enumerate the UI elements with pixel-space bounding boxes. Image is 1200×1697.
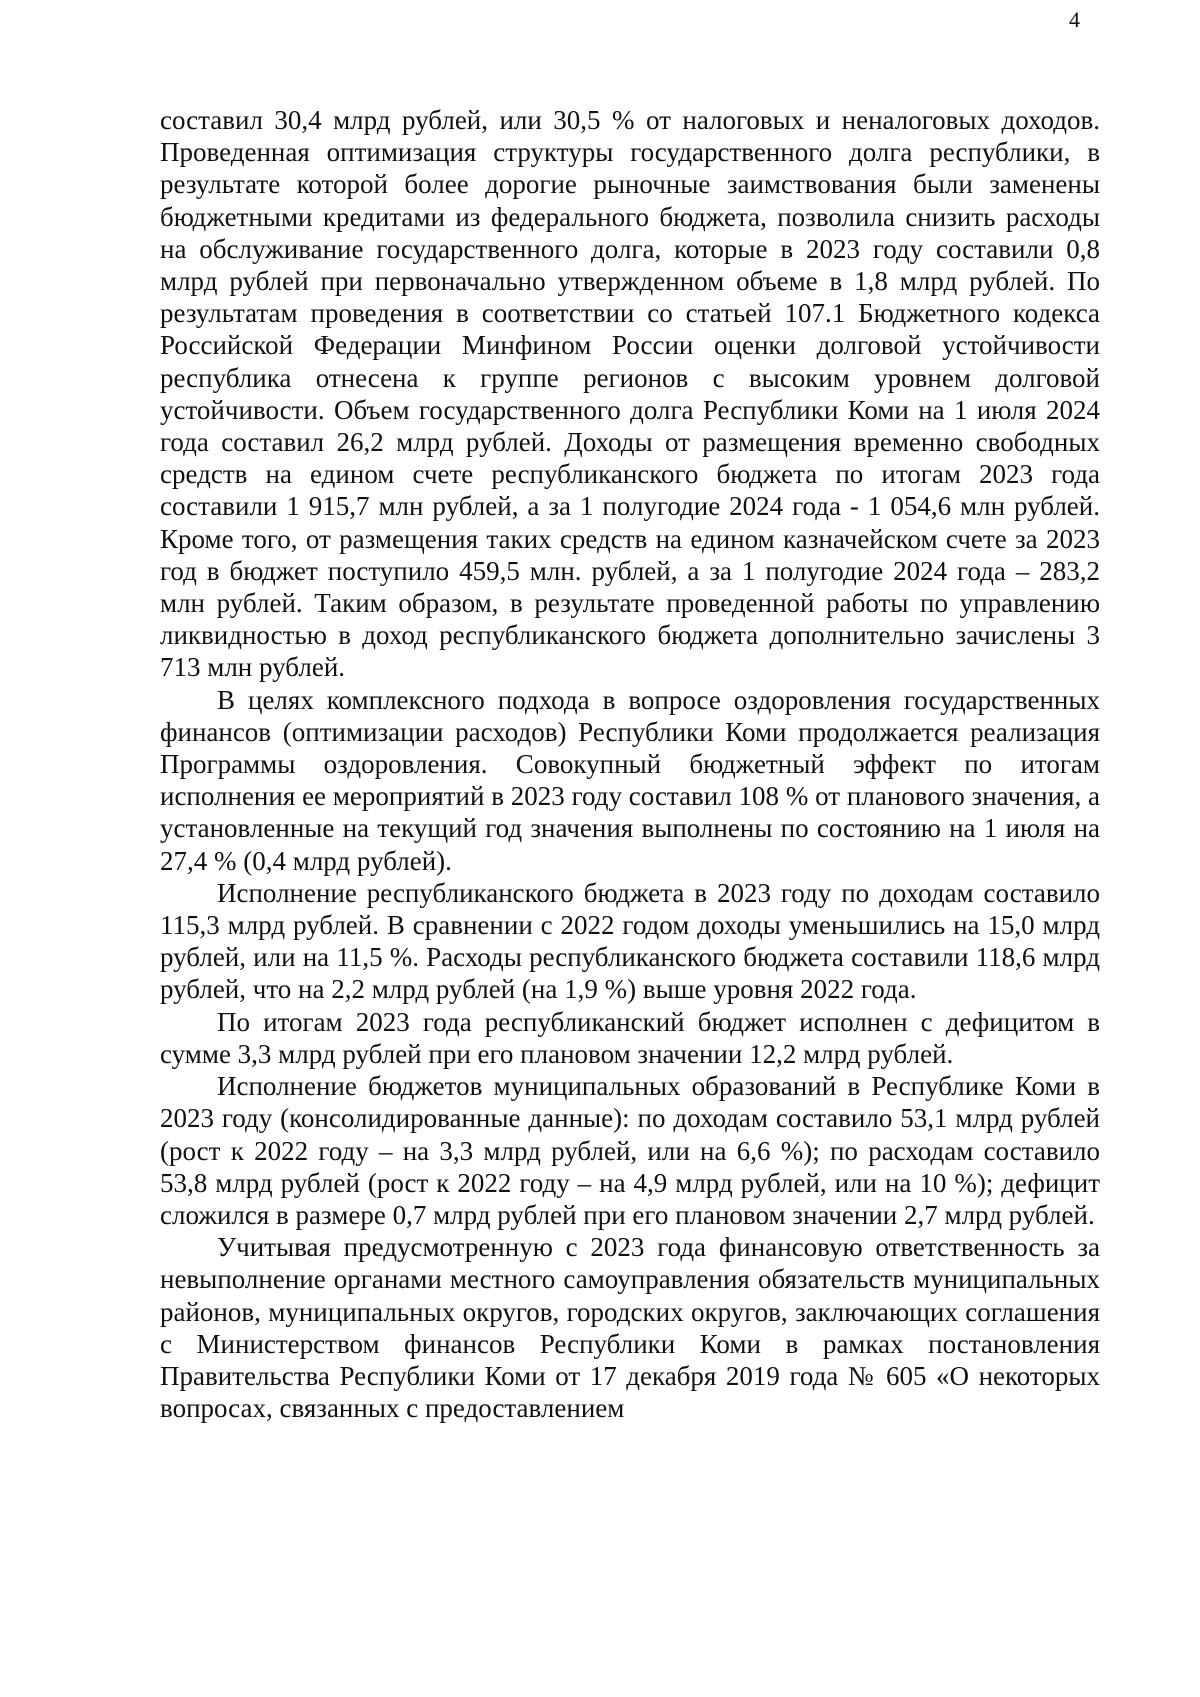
document-body [160,104,1100,1424]
paragraph-republican-budget-execution: Исполнение республиканского бюджета в 2023 году по доходам составило 115,3 млрд рублей. В сравнении с 2022 годом доходы уменьшились на 15,0 млрд рублей, или на 11,5 %. Расходы республиканского бюджета составили 118,6 млрд рублей, что на 2,2 млрд рублей (на 1,9 %) выше уровня 2022 года. [160,877,1100,1005]
page-number: 4 [1069,7,1080,32]
paragraph-recovery-program: В целях комплексного подхода в вопросе оздоровления государственных финансов (оптимизации расходов) Республики Коми продолжается реализация Программы оздоровления. Совокупный бюджетный эффект по итогам исполнения ее мероприятий в 2023 году составил 108 % от планового значения, а установленные на текущий год значения выполнены по состоянию на 1 июля на 27,4 % (0,4 млрд рублей). [160,684,1100,876]
paragraph-debt-management: составил 30,4 млрд рублей, или 30,5 % от налоговых и неналоговых доходов. Проведенная оптимизация структуры государственного долга республики, в результате которой более дорогие рыночные заимствования были заменены бюджетными кредитами из федерального бюджета, позволила снизить расходы на обслуживание государственного долга, которые в 2023 году составили 0,8 млрд рублей при первоначально утвержденном объеме в 1,8 млрд рублей. По результатам проведения в соответствии со статьей 107.1 Бюджетного кодекса Российской Федерации Минфином России оценки долговой устойчивости республика отнесена к группе регионов с высоким уровнем долговой устойчивости. Объем государственного долга Республики Коми на 1 июля 2024 года составил 26,2 млрд рублей. Доходы от размещения временно свободных средств на едином счете республиканского бюджета по итогам 2023 года составили 1 915,7 млн рублей, а за 1 полугодие 2024 года - 1 054,6 млн рублей. Кроме того, от размещения таких средств на едином казначейском счете за 2023 год в бюджет поступило 459,5 млн. рублей, а за 1 полугодие 2024 года – 283,2 млн рублей. Таким образом, в результате проведенной работы по управлению ликвидностью в доход республиканского бюджета дополнительно зачислены 3 713 млн рублей. [160,105,1100,683]
paragraph-municipal-budgets: Исполнение бюджетов муниципальных образований в Республике Коми в 2023 году (консолидированные данные): по доходам составило 53,1 млрд рублей (рост к 2022 году – на 3,3 млрд рублей, или на 6,6 %); по расходам составило 53,8 млрд рублей (рост к 2022 году – на 4,9 млрд рублей, или на 10 %); дефицит сложился в размере 0,7 млрд рублей при его плановом значении 2,7 млрд рублей. [160,1071,1100,1230]
paragraph-financial-responsibility: Учитывая предусмотренную с 2023 года финансовую ответственность за невыполнение органами местного самоуправления обязательств муниципальных районов, муниципальных округов, городских округов, заключающих соглашения с Министерством финансов Республики Коми в рамках постановления Правительства Республики Коми от 17 декабря 2019 года № 605 «О некоторых вопросах, связанных с предоставлением [160,1232,1100,1424]
paragraph-budget-deficit: По итогам 2023 года республиканский бюджет исполнен с дефицитом в сумме 3,3 млрд рублей при его плановом значении 12,2 млрд рублей. [160,1006,1100,1069]
